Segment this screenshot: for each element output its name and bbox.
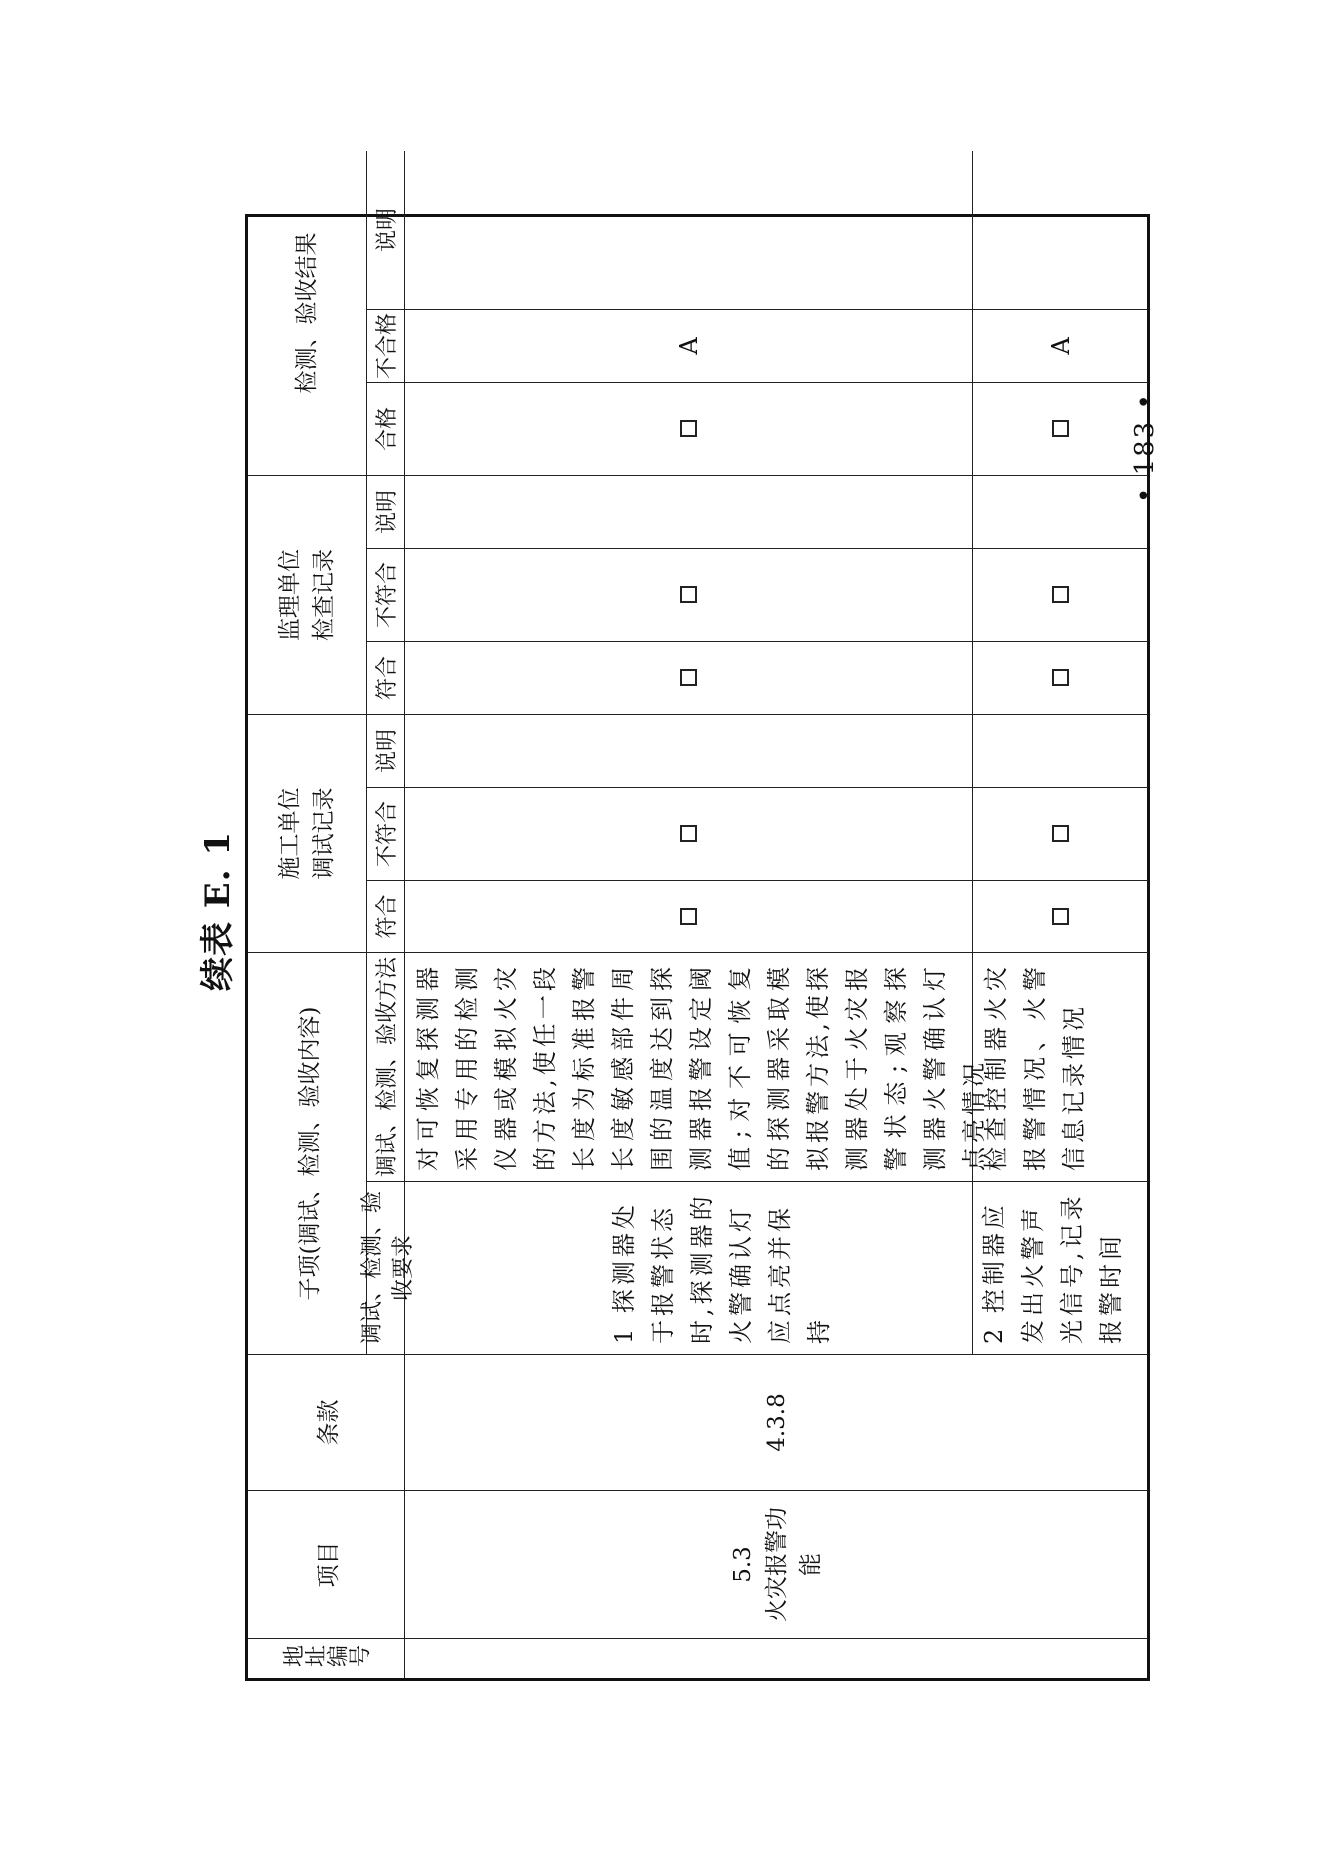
header-project: 项目 — [248, 1490, 405, 1638]
item-1-supervision-note — [405, 475, 973, 548]
header-requirement: 调试、检测、验收要求 — [367, 1181, 405, 1354]
checkbox[interactable] — [680, 826, 697, 843]
address-no-cell — [405, 1638, 1148, 1678]
checkbox[interactable] — [680, 670, 697, 687]
checkbox[interactable] — [1052, 421, 1069, 438]
header-construction-note: 说明 — [367, 714, 405, 787]
page-number: • 183 • — [1130, 392, 1160, 503]
project-cell — [405, 1490, 1148, 1638]
header-address-no: 地址编号 — [248, 1638, 405, 1678]
header-sub-item: 子项(调试、检测、验收内容) — [248, 952, 367, 1354]
item-1-requirement: 1 探测器处于报警状态时,探测器的火警确认灯应点亮并保持 — [405, 1181, 973, 1354]
item-2-method: 检查控制器火灾报警情况、火警信息记录情况 — [973, 952, 1148, 1181]
item-2-construction-nonconform[interactable] — [973, 787, 1148, 880]
item-2-supervision-nonconform[interactable] — [973, 548, 1148, 641]
checkbox[interactable] — [680, 421, 697, 438]
header-supervision-conform: 符合 — [367, 641, 405, 714]
item-1-unqualified-grade: A — [405, 309, 973, 382]
header-qualified: 合格 — [367, 382, 405, 475]
item-1-result-note — [405, 151, 973, 309]
item-1-supervision-conform[interactable] — [405, 641, 973, 714]
inspection-table — [245, 208, 1150, 1681]
header-supervision-nonconform: 不符合 — [367, 548, 405, 641]
header-unqualified: 不合格 — [367, 309, 405, 382]
checkbox[interactable] — [1052, 826, 1069, 843]
project-number: 5.3 — [729, 1546, 756, 1583]
item-2-supervision-note — [973, 475, 1148, 548]
header-supervision: 监理单位检查记录 — [248, 475, 367, 714]
table-title: 续表 E. 1 — [198, 830, 238, 992]
header-construction: 施工单位调试记录 — [248, 714, 367, 952]
item-2-requirement: 2 控制器应发出火警声光信号,记录报警时间 — [973, 1181, 1148, 1354]
item-2-construction-note — [973, 714, 1148, 787]
header-clause: 条款 — [248, 1354, 405, 1490]
checkbox[interactable] — [1052, 908, 1069, 925]
project-name: 火灾报警功能 — [763, 1507, 824, 1622]
item-2-supervision-conform[interactable] — [973, 641, 1148, 714]
header-construction-conform: 符合 — [367, 880, 405, 952]
item-2-unqualified-grade: A — [973, 309, 1148, 382]
header-result: 检测、验收结果 — [248, 151, 367, 475]
header-method: 调试、检测、验收方法 — [367, 952, 405, 1181]
checkbox[interactable] — [1052, 587, 1069, 604]
item-1-qualified[interactable] — [405, 382, 973, 475]
item-1-construction-nonconform[interactable] — [405, 787, 973, 880]
header-supervision-note: 说明 — [367, 475, 405, 548]
checkbox[interactable] — [1052, 670, 1069, 687]
item-2-qualified[interactable] — [973, 382, 1148, 475]
clause-cell: 4.3.8 — [405, 1354, 1148, 1490]
item-1-supervision-nonconform[interactable] — [405, 548, 973, 641]
item-2-construction-conform[interactable] — [973, 880, 1148, 952]
header-construction-nonconform: 不符合 — [367, 787, 405, 880]
item-1-construction-note — [405, 714, 973, 787]
checkbox[interactable] — [680, 587, 697, 604]
checkbox[interactable] — [680, 908, 697, 925]
item-2-result-note — [973, 151, 1148, 309]
item-1-method: 对可恢复探测器采用专用的检测仪器或模拟火灾的方法,使任一段长度为标准报警长度敏感部件周围的温度达到探测器报警设定阈值;对不可恢复的探测器采取模拟报警方法,使探测器处于火灾报警状态;观察探测器火警确认灯点亮情况 — [405, 952, 973, 1181]
header-result-note: 说明 — [367, 151, 405, 309]
item-1-construction-conform[interactable] — [405, 880, 973, 952]
